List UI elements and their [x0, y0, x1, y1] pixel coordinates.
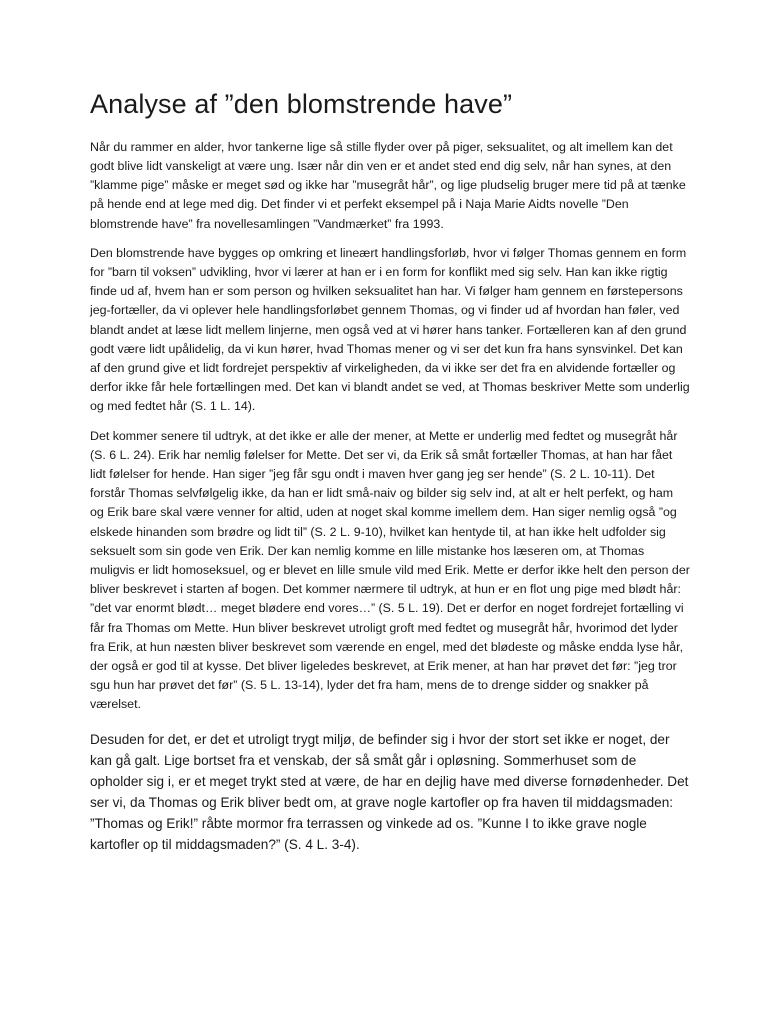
document-page [90, 88, 690, 865]
paragraph-mette: Det kommer senere til udtryk, at det ikke er alle der mener, at Mette er underlig med fedtet og musegråt hår (S. 6 L. 24). Erik har nemlig følelser for Mette. Det ser vi, da Erik så småt fortæller Thomas, at han har fået lidt følelser for hende. Han siger ”jeg får sgu ondt i maven hver gang jeg ser hende” (S. 2 L. 10-11). Det forstår Thomas selvfølgelig ikke, da han er lidt små-naiv og bilder sig selv ind, at alt er helt perfekt, og ham og Erik bare skal være venner for altid, uden at noget skal komme imellem dem. Han siger nemlig også ”og elskede hinanden som brødre og lidt til” (S. 2 L. 9-10), hvilket kan hentyde til, at han ikke helt udfolder sig seksuelt som sin gode ven Erik. Der kan nemlig komme en lille mistanke hos læseren om, at Thomas muligvis er lidt homoseksuel, og er blevet en lille smule vild med Erik. Mette er derfor ikke helt den person der bliver beskrevet i starten af bogen. Det kommer nærmere til udtryk, at hun er en flot ung pige med blødt hår: ”det var enormt blødt… meget blødere end vores…” (S. 5 L. 19). Det er derfor en noget fordrejet fortælling vi får fra Thomas om Mette. Hun bliver beskrevet utroligt groft med fedtet og musegråt hår, hvorimod det lyder fra Erik, at hun næsten bliver beskrevet som værende en engel, med det blødeste og måske endda lyse hår, der også er god til at kysse. Det bliver ligeledes beskrevet, at Erik mener, at han har prøvet det før: ”jeg tror sgu hun har prøvet det før” (S. 5 L. 13-14), lyder det fra ham, mens de to drenge sidder og snakker på værelset. [90, 428, 690, 712]
document-title: Analyse af ”den blomstrende have” [90, 89, 513, 119]
paragraph-intro: Når du rammer en alder, hvor tankerne lige så stille flyder over på piger, seksualitet, og alt imellem kan det godt blive lidt vanskeligt at være ung. Især når din ven er et andet sted end dig selv, når han synes, at den ”klamme pige” måske er meget sød og ikke har ”musegråt hår”, og lige pludselig bruger mere tid på at tænke på hende end at lege med dig. Det finder vi et perfekt eksempel på i Naja Marie Aidts novelle ”Den blomstrende have” fra novellesamlingen ”Vandmærket” fra 1993. [90, 139, 686, 231]
paragraph-narrator: Den blomstrende have bygges op omkring et lineært handlingsforløb, hvor vi følger Thomas gennem en form for ”barn til voksen” udvikling, hvor vi lærer at han er i en form for konflikt med sig selv. Han kan ikke rigtig finde ud af, hvem han er som person og hvilken seksualitet han har. Vi følger ham gennem en førstepersons jeg-fortæller, da vi oplever hele handlingsforløbet gennem Thomas, og vi finder ud af hvordan han føler, ved blandt andet at læse lidt mellem linjerne, men også ved at vi hører hans tanker. Fortælleren kan af den grund godt være lidt upålidelig, da vi kun hører, hvad Thomas mener og vi ser det kun fra hans synsvinkel. Det kan af den grund give et lidt fordrejet perspektiv af virkeligheden, da vi ikke ser det fra en alvidende fortæller og derfor ikke får hele fortællingen med. Det kan vi blandt andet se ved, at Thomas beskriver Mette som underlig og med fedtet hår (S. 1 L. 14). [90, 245, 690, 414]
paragraph-setting: Desuden for det, er det et utroligt trygt miljø, de befinder sig i hvor der stort set ikke er noget, der kan gå galt. Lige bortset fra et venskab, der så småt går i opløsning. Sommerhuset som de opholder sig i, er et meget trykt sted at være, de har en dejlig have med diverse fornødenheder. Det ser vi, da Thomas og Erik bliver bedt om, at grave nogle kartofler op fra haven til middagsmaden: ”Thomas og Erik!” råbte mormor fra terrassen og vinkede ad os. ”Kunne I to ikke grave nogle kartofler op til middagsmaden?” (S. 4 L. 3-4). [90, 731, 689, 852]
